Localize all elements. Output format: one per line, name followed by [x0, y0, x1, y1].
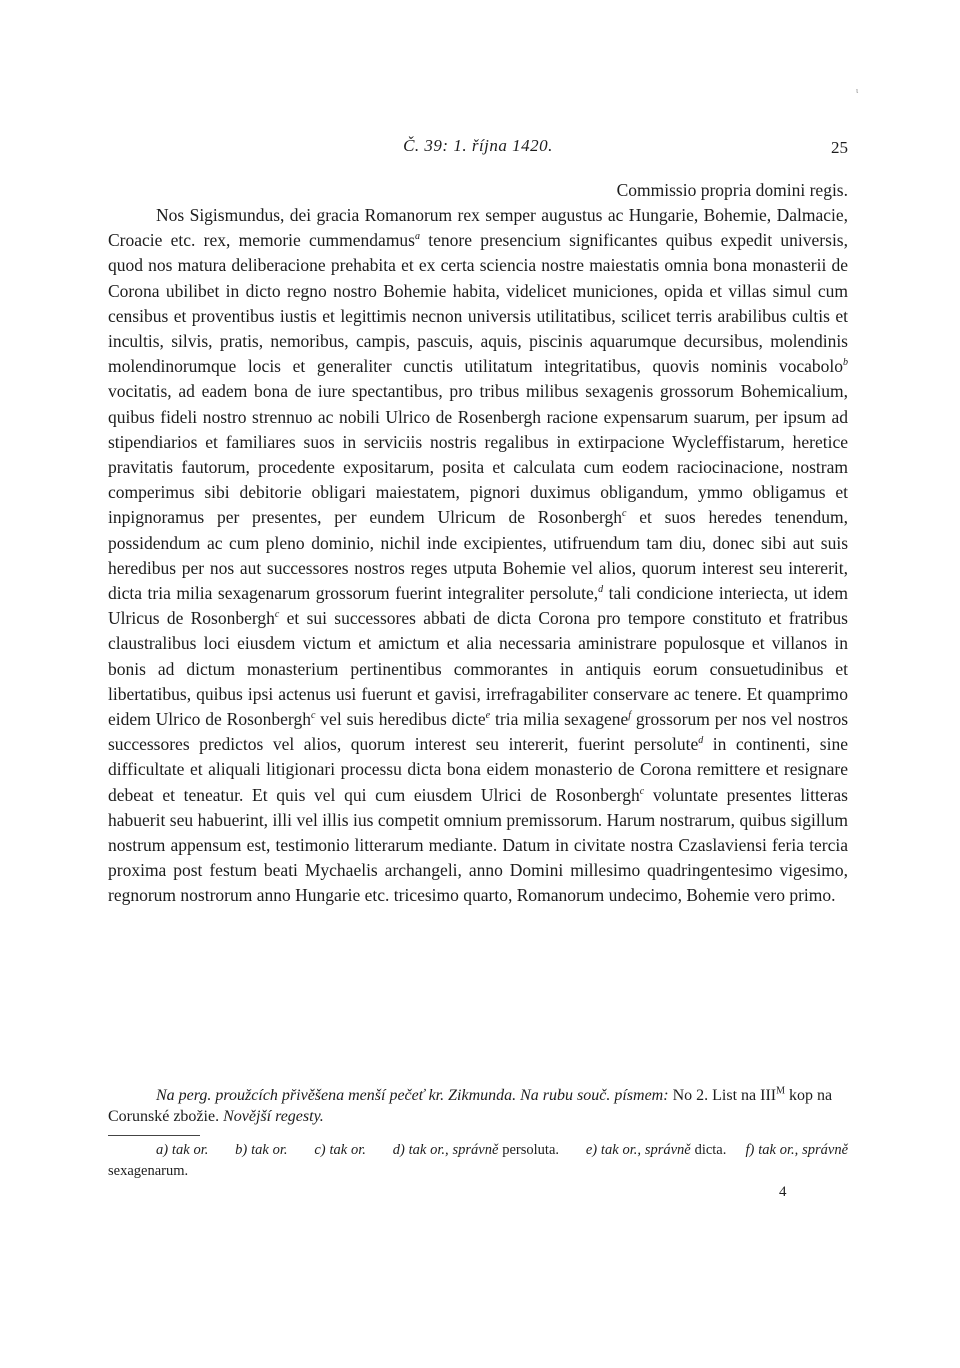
footnote-mark: d) — [392, 1142, 405, 1158]
text-segment: tria milia sexagene — [490, 709, 629, 730]
footnote-mark: a) — [156, 1142, 169, 1158]
text-segment: et sui successores abbati de dicta Corona pro tempore constituto et fratribus claustralibus loci eiusdem victum et amictum et alia necessaria aministrare populosque et villanos in bonis ad dictum monasterium pertinentibus commorantes in antiquis eorum consuetudinibus et libertatibus, quibus ipsi actenus usi fuerunt et gavisi, irrefragabiliter conservare ac tenere. Et quamprimo eidem Ulrico de Rosonbergh — [108, 608, 848, 730]
footnote-marker: b — [843, 357, 848, 369]
source-note-italic: Novější regesty. — [223, 1108, 324, 1125]
text-segment: vel suis heredibus dicte — [315, 709, 486, 730]
footnote-marker: c — [274, 609, 280, 621]
footnote-plain: sexagenarum. — [108, 1163, 189, 1179]
footnote-mark: f) — [745, 1142, 755, 1158]
text-segment: in continenti, sine difficultate et aliquali litigionari processu dicta bona eidem monasterio de Corona remittere et resignare debeat et teneatur. Et quis vel qui cum eiusdem Ulrici de Rosonbergh — [108, 734, 848, 805]
footnote-italic: tak or., správně — [758, 1142, 849, 1158]
footnote-b — [235, 1142, 287, 1158]
footnote-mark: b) — [235, 1142, 248, 1158]
text-segment: grossorum per nos vel nostros successores predictos vel alios, quorum interest seu intererit, fuerint persolute — [108, 709, 849, 755]
source-note-italic: Na perg. proužcích přivěšena menší pečeť kr. Zikmunda. Na rubu souč. písmem: — [156, 1087, 669, 1104]
footnote-marker: c — [622, 508, 627, 520]
footnote-e — [586, 1142, 727, 1158]
text-segment: Nos Sigismundus, dei gracia Romanorum rex semper augustus ac Hungarie, Bohemie, Dalmacie, Croacie etc. rex, memorie cummendamus — [108, 205, 848, 251]
footnote-marker: d — [598, 584, 604, 596]
footnote-c — [314, 1142, 366, 1158]
charter-text — [108, 203, 848, 909]
footnote-plain: dicta. — [694, 1142, 727, 1158]
footnote-marker: c — [639, 785, 645, 797]
footnote-marker: e — [485, 710, 491, 722]
page-header — [108, 136, 848, 162]
footnotes — [108, 1140, 848, 1182]
text-segment: tenore presencium significantes quibus expedit universis, quod nos matura deliberacione prehabita et ex certa sciencia nostre maiestatis omnia bona monasterii de Corona ubilibet in dicto regno nostro Bohemie habita, videlicet municiones, opida et villas simul cum censibus et proventibus iustis et legittimis necnon universis utilitatibus, scilicet terris arabilibus cultis et incultis, silvis, pratis, nemoribus, campis, pascuis, aquis, piscinis aquarumque decursibus, molendinis molendinorumque locis et generaliter cunctis utilitatum integritatibus, quovis nominis vocabolo — [108, 230, 848, 377]
footnote-italic: tak or. — [171, 1142, 209, 1158]
text-segment: et suos heredes tenendum, possidendum ac cum pleno dominio, nichil inde excipientes, utifruendum tam diu, donec sibi aut suis heredibus per nos aut successores nostros reges utputa Bohemie vel alios, quorum interest seu intererit, dicta tria milia sexagenarum grossorum fuerint integraliter persolute, — [108, 507, 848, 604]
footnote-marker: a — [415, 231, 420, 243]
footnote-italic: tak or., správně — [600, 1142, 691, 1158]
running-title: Č. 39: 1. října 1420. — [403, 136, 553, 155]
footnote-mark: c) — [314, 1142, 326, 1158]
source-note-plain: No 2. List na III — [668, 1087, 777, 1104]
footnote-d — [393, 1142, 559, 1158]
footnote-marker: d — [698, 735, 704, 747]
footnote-line — [108, 1140, 848, 1182]
footnote-divider — [108, 1135, 200, 1136]
footnote-a — [156, 1142, 208, 1158]
footnote-plain: persoluta. — [502, 1142, 560, 1158]
source-note — [108, 1085, 848, 1127]
source-note-text — [108, 1085, 848, 1127]
page-number: 25 — [831, 138, 848, 157]
footnote-italic: tak or. — [329, 1142, 366, 1158]
footnote-italic: tak or. — [251, 1142, 288, 1158]
source-note-plain: kop na Corunské zbožie. — [108, 1087, 833, 1125]
footnote-mark: e) — [585, 1142, 598, 1158]
text-segment: voluntate presentes litteras habuerit seu habuerint, illi vel illis ius competit omnium premissorum. Harum nostrarum, quibus sigillum nostrum appensum est, testimonio litterarum mediante. Datum in civitate nostra Czaslaviensi feria tercia proxima post festum beati Mychaelis archangeli, anno Domini millesimo quadringentesimo vigesimo, regnorum nostrorum anno Hungarie etc. tricesimo quarto, Romanorum undecimo, Bohemie vero primo. — [108, 784, 848, 906]
footnote-marker: c — [310, 710, 316, 722]
document-body — [108, 203, 848, 909]
footnote-italic: tak or., správně — [408, 1142, 499, 1158]
signature-mark: 4 — [779, 1184, 787, 1200]
source-note-sup: M — [776, 1085, 785, 1097]
footnote-marker: f — [628, 710, 632, 722]
text-segment: tali condicione interiecta, ut idem Ulricus de Rosonbergh — [108, 583, 848, 629]
document-heading: Commissio propria domini regis. — [616, 180, 848, 200]
text-segment: vocitatis, ad eadem bona de iure spectantibus, pro tribus milibus sexagenis grossorum Bohemicalium, quibus fideli nostro strennuo ac nobili Ulrico de Rosenbergh racione expensarum suarum, per ipsum ad stipendiarios et familiares suos in serviciis nostris regalibus in extirpacione Wycleffistarum, heretice pravitatis fautorum, procedente expositarum, posita et calculata cum eodem raciocinacione, nostram comperimus sibi debitorie obligari maiestatem, pignori duximus obligandum, ymmo obligamus et inpignoramus per presentes, per eundem Ulricum de Rosonbergh — [108, 381, 848, 528]
scan-fleck: ι — [856, 86, 859, 95]
